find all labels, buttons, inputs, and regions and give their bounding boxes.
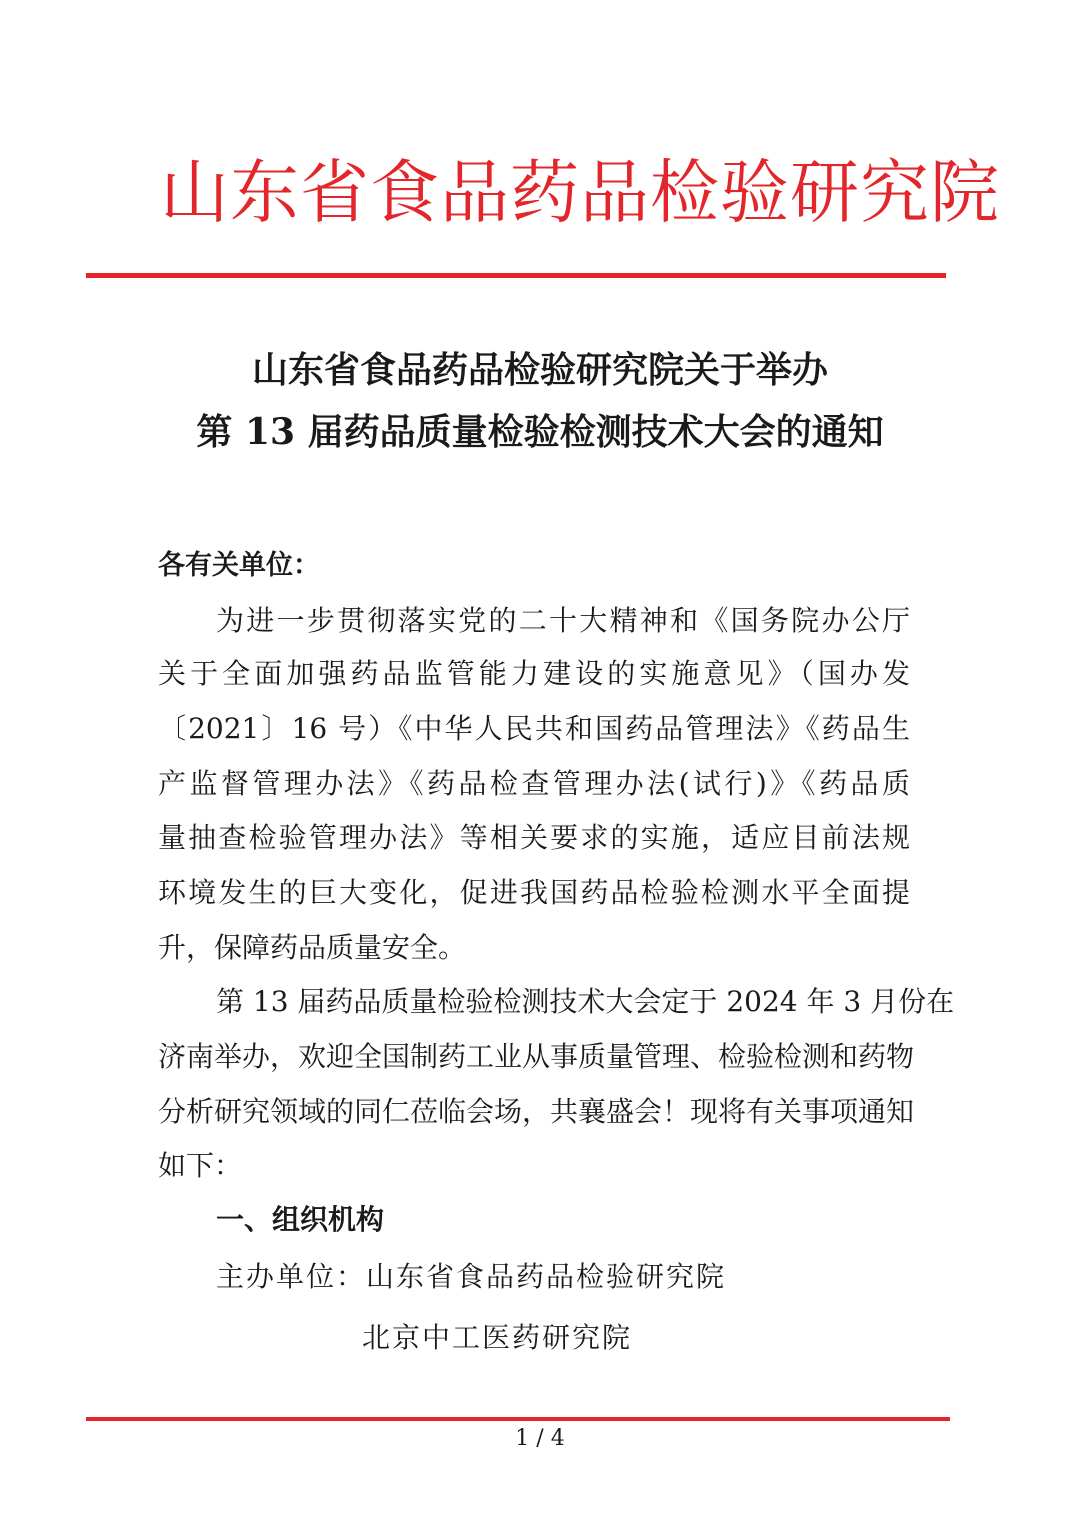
paragraph-1-line: 为进一步贯彻落实党的二十大精神和《国务院办公厅 bbox=[216, 604, 910, 637]
paragraph-2-line: 如下： bbox=[158, 1149, 243, 1182]
paragraph-1-line: 升，保障药品质量安全。 bbox=[158, 931, 467, 964]
document-title-line-1: 山东省食品药品检验研究院关于举办 bbox=[251, 349, 828, 391]
host-organizer-second: 北京中工医药研究院 bbox=[362, 1321, 633, 1354]
paragraph-1-line: 关于全面加强药品监管能力建设的实施意见》（国办发 bbox=[158, 657, 910, 690]
paragraph-2-line: 第 13 届药品质量检验检测技术大会定于 2024 年 3 月份在 bbox=[216, 985, 955, 1018]
paragraph-1-line: 量抽查检验管理办法》等相关要求的实施，适应目前法规 bbox=[158, 821, 910, 854]
salutation: 各有关单位： bbox=[158, 550, 320, 581]
section-heading: 一、组织机构 bbox=[216, 1203, 385, 1236]
letterhead-top-rule bbox=[86, 273, 946, 278]
letterhead-org-name: 山东省食品药品检验研究院 bbox=[160, 153, 1000, 233]
paragraph-2-line: 分析研究领域的同仁莅临会场，共襄盛会！现将有关事项通知 bbox=[158, 1095, 915, 1128]
paragraph-1-line: 环境发生的巨大变化，促进我国药品检验检测水平全面提 bbox=[158, 876, 910, 909]
paragraph-1-line: 〔2021〕16 号）《中华人民共和国药品管理法》《药品生 bbox=[158, 712, 910, 745]
paragraph-1-line: 产监督管理办法》《药品检查管理办法(试行)》《药品质 bbox=[158, 767, 910, 800]
footer-rule bbox=[86, 1417, 950, 1421]
page-number: 1 / 4 bbox=[515, 1426, 565, 1451]
host-organizer-line: 主办单位：山东省食品药品检验研究院 bbox=[216, 1260, 727, 1293]
document-title-line-2: 第 13 届药品质量检验检测技术大会的通知 bbox=[196, 411, 884, 453]
paragraph-2-line: 济南举办，欢迎全国制药工业从事质量管理、检验检测和药物 bbox=[158, 1040, 915, 1073]
